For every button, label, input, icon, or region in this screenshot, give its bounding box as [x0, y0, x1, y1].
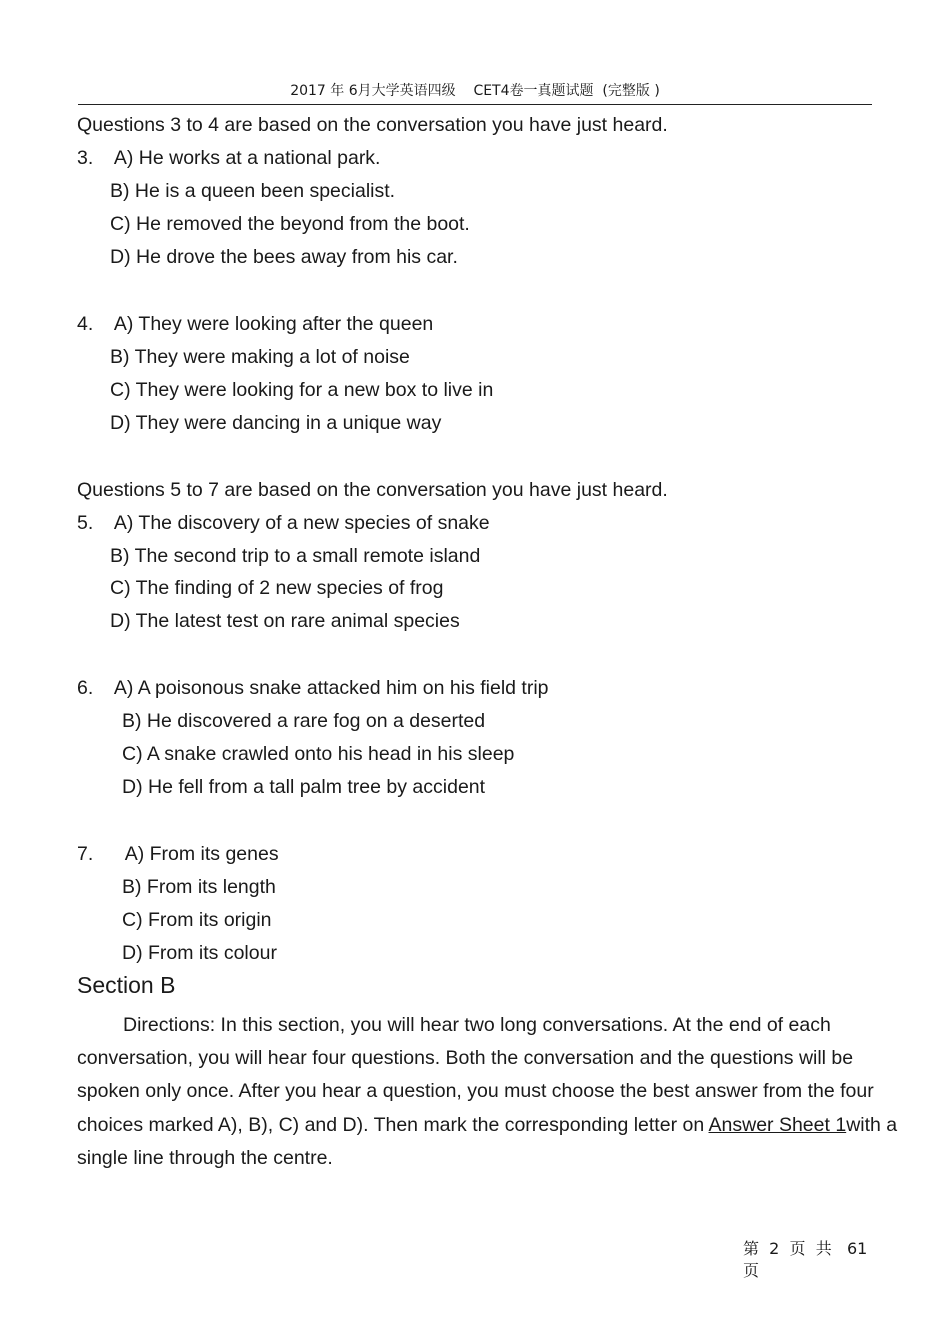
questions-5-7-intro: Questions 5 to 7 are based on the conversation you have just heard. — [77, 479, 668, 501]
q7-option-d: D) From its colour — [122, 942, 277, 964]
q7-option-b: B) From its length — [122, 876, 276, 898]
section-b-title: Section B — [77, 972, 176, 998]
page-header: 2017 年 6月大学英语四级 CET4卷一真题试题 (完整版 ) — [290, 83, 660, 99]
q6-option-a: 6. A) A poisonous snake attacked him on his field trip — [77, 677, 549, 699]
q3-option-d: D) He drove the bees away from his car. — [110, 246, 458, 268]
q5-option-d: D) The latest test on rare animal species — [110, 610, 460, 632]
q5-option-c: C) The finding of 2 new species of frog — [110, 577, 444, 599]
q5-option-a: 5. A) The discovery of a new species of snake — [77, 512, 490, 534]
q4-option-b: B) They were making a lot of noise — [110, 346, 410, 368]
page-number-suffix: 页 — [743, 1261, 760, 1280]
q3-option-b: B) He is a queen been specialist. — [110, 180, 396, 202]
directions-end: with a single line through the centre. — [77, 1113, 898, 1169]
q7-option-c: C) From its origin — [122, 909, 272, 931]
q3-option-a: 3. A) He works at a national park. — [77, 147, 381, 169]
header-rule — [78, 104, 872, 105]
questions-3-4-intro: Questions 3 to 4 are based on the conversation you have just heard. — [77, 114, 668, 136]
q4-option-d: D) They were dancing in a unique way — [110, 412, 442, 434]
q6-option-d: D) He fell from a tall palm tree by accident — [122, 776, 486, 798]
q5-option-b: B) The second trip to a small remote island — [110, 545, 481, 567]
section-b-directions — [77, 1009, 912, 1175]
q4-option-a: 4. A) They were looking after the queen — [77, 313, 434, 335]
q6-option-b: B) He discovered a rare fog on a deserted — [122, 710, 486, 732]
page-number: 第 2 页 共 61 — [743, 1239, 868, 1258]
q3-option-c: C) He removed the beyond from the boot. — [110, 213, 470, 235]
directions-text: Directions: In this section, you will hear two long conversations. At the end of each conversation, you will hear four questions. Both the conversation and the questions will be spoken only once. After you hear a question, you must choose the best answer from the four choices marked A), B), C) and D). Then mark the corresponding letter on — [77, 1014, 874, 1136]
q4-option-c: C) They were looking for a new box to live in — [110, 379, 494, 401]
q7-option-a: 7. A) From its genes — [77, 843, 279, 865]
q6-option-c: C) A snake crawled onto his head in his sleep — [122, 743, 515, 765]
answer-sheet-link: Answer Sheet 1 — [708, 1113, 847, 1136]
